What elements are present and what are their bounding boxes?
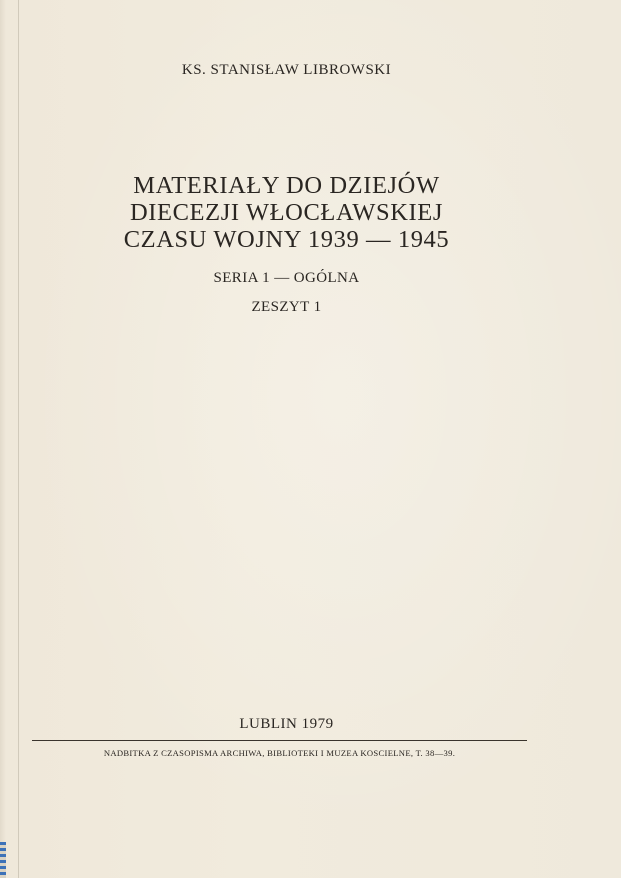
offprint-note: NADBITKA Z CZASOPISMA ARCHIWA, BIBLIOTEKI I MUZEA KOSCIELNE, T. 38—39. bbox=[103, 748, 456, 758]
series-label: SERIA 1 — OGÓLNA bbox=[213, 270, 360, 286]
author-name: KS. STANISŁAW LIBROWSKI bbox=[181, 62, 392, 78]
divider-rule bbox=[32, 740, 527, 741]
title-line-3: CZASU WOJNY 1939 — 1945 bbox=[123, 226, 450, 253]
title-line-1: MATERIAŁY DO DZIEJÓW bbox=[133, 172, 440, 199]
title-line-2: DIECEZJI WŁOCŁAWSKIEJ bbox=[130, 199, 443, 226]
spine-edge bbox=[18, 0, 19, 878]
corner-color-tab bbox=[0, 842, 6, 878]
issue-label: ZESZYT 1 bbox=[251, 299, 322, 315]
imprint-place-year: LUBLIN 1979 bbox=[239, 716, 334, 732]
book-title bbox=[0, 172, 597, 253]
